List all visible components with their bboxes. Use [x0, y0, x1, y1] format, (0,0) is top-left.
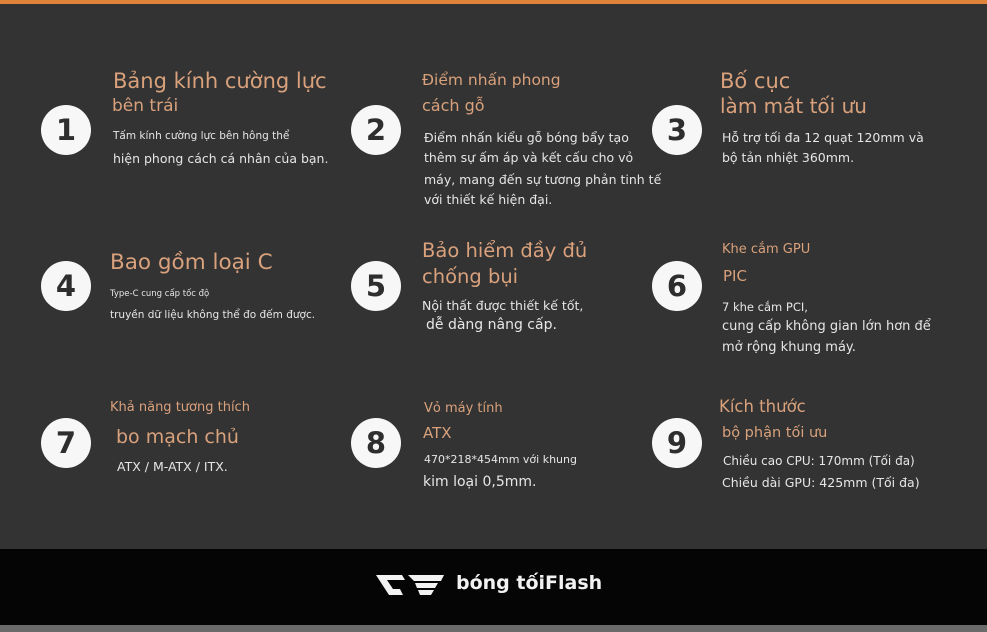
- feature-title-line2: bên trái: [112, 96, 179, 116]
- feature-description: 7 khe cắm PCI,: [722, 300, 808, 314]
- feature-number-badge: 8: [351, 418, 401, 468]
- feature-description: dễ dàng nâng cấp.: [426, 317, 557, 333]
- feature-title: Vỏ máy tính: [424, 401, 503, 416]
- feature-description: với thiết kế hiện đại.: [424, 192, 553, 207]
- feature-description: cung cấp không gian lớn hơn để: [722, 319, 931, 334]
- feature-title: Khe cắm GPU: [722, 242, 811, 257]
- feature-number-badge: 6: [652, 261, 702, 311]
- feature-description: máy, mang đến sự tương phản tinh tế: [424, 172, 662, 187]
- feature-number-badge: 2: [351, 105, 401, 155]
- feature-title: Bao gồm loại C: [110, 250, 273, 275]
- feature-description: ATX / M-ATX / ITX.: [117, 459, 228, 474]
- feature-title: Bố cục: [720, 69, 791, 93]
- feature-title-line2: làm mát tối ưu: [720, 94, 867, 118]
- feature-title-line2: bộ phận tối ưu: [722, 425, 828, 441]
- feature-description: Chiều cao CPU: 170mm (Tối đa): [723, 454, 915, 468]
- feature-title-line2: ATX: [423, 424, 452, 442]
- feature-title: Bảo hiểm đầy đủ: [422, 239, 588, 262]
- feature-description: Điểm nhấn kiểu gỗ bóng bẩy tạo: [424, 130, 629, 145]
- feature-number-badge: 7: [41, 418, 91, 468]
- feature-grid: [0, 4, 987, 549]
- feature-number-badge: 3: [652, 105, 702, 155]
- feature-title: Điểm nhấn phong: [422, 71, 561, 89]
- feature-number-badge: 1: [41, 105, 91, 155]
- feature-description: Type-C cung cấp tốc độ: [110, 289, 210, 299]
- feature-title-line2: bo mạch chủ: [116, 426, 239, 448]
- feature-number-badge: 4: [41, 261, 91, 311]
- feature-title-line2: PIC: [723, 267, 747, 285]
- feature-description: truyền dữ liệu không thể đo đếm được.: [110, 309, 316, 321]
- feature-description: thêm sự ấm áp và kết cấu cho vỏ: [424, 150, 634, 165]
- feature-title: Kích thước: [719, 397, 806, 416]
- feature-description: Nội thất được thiết kế tốt,: [422, 298, 584, 313]
- feature-description: mở rộng khung máy.: [722, 340, 856, 355]
- feature-number-badge: 5: [351, 261, 401, 311]
- brand-name: bóng tốiFlash: [456, 572, 603, 594]
- feature-description: bộ tản nhiệt 360mm.: [722, 150, 855, 165]
- feature-number-badge: 9: [652, 418, 702, 468]
- feature-description: kim loại 0,5mm.: [423, 474, 537, 490]
- feature-description: hiện phong cách cá nhân của bạn.: [113, 151, 329, 166]
- feature-description: 470*218*454mm với khung: [424, 453, 577, 466]
- brand-logo-icon: [376, 573, 444, 597]
- feature-description: Tấm kính cường lực bên hông thể: [113, 130, 290, 142]
- feature-title-line2: chống bụi: [422, 265, 519, 288]
- feature-description: Chiều dài GPU: 425mm (Tối đa): [722, 475, 920, 490]
- feature-description: Hỗ trợ tối đa 12 quạt 120mm và: [722, 130, 924, 145]
- bottom-edge-strip: [0, 625, 987, 632]
- feature-title-line2: cách gỗ: [422, 96, 485, 115]
- footer-bar: [0, 549, 987, 625]
- feature-title: Khả năng tương thích: [110, 400, 250, 415]
- feature-title: Bảng kính cường lực: [113, 69, 327, 93]
